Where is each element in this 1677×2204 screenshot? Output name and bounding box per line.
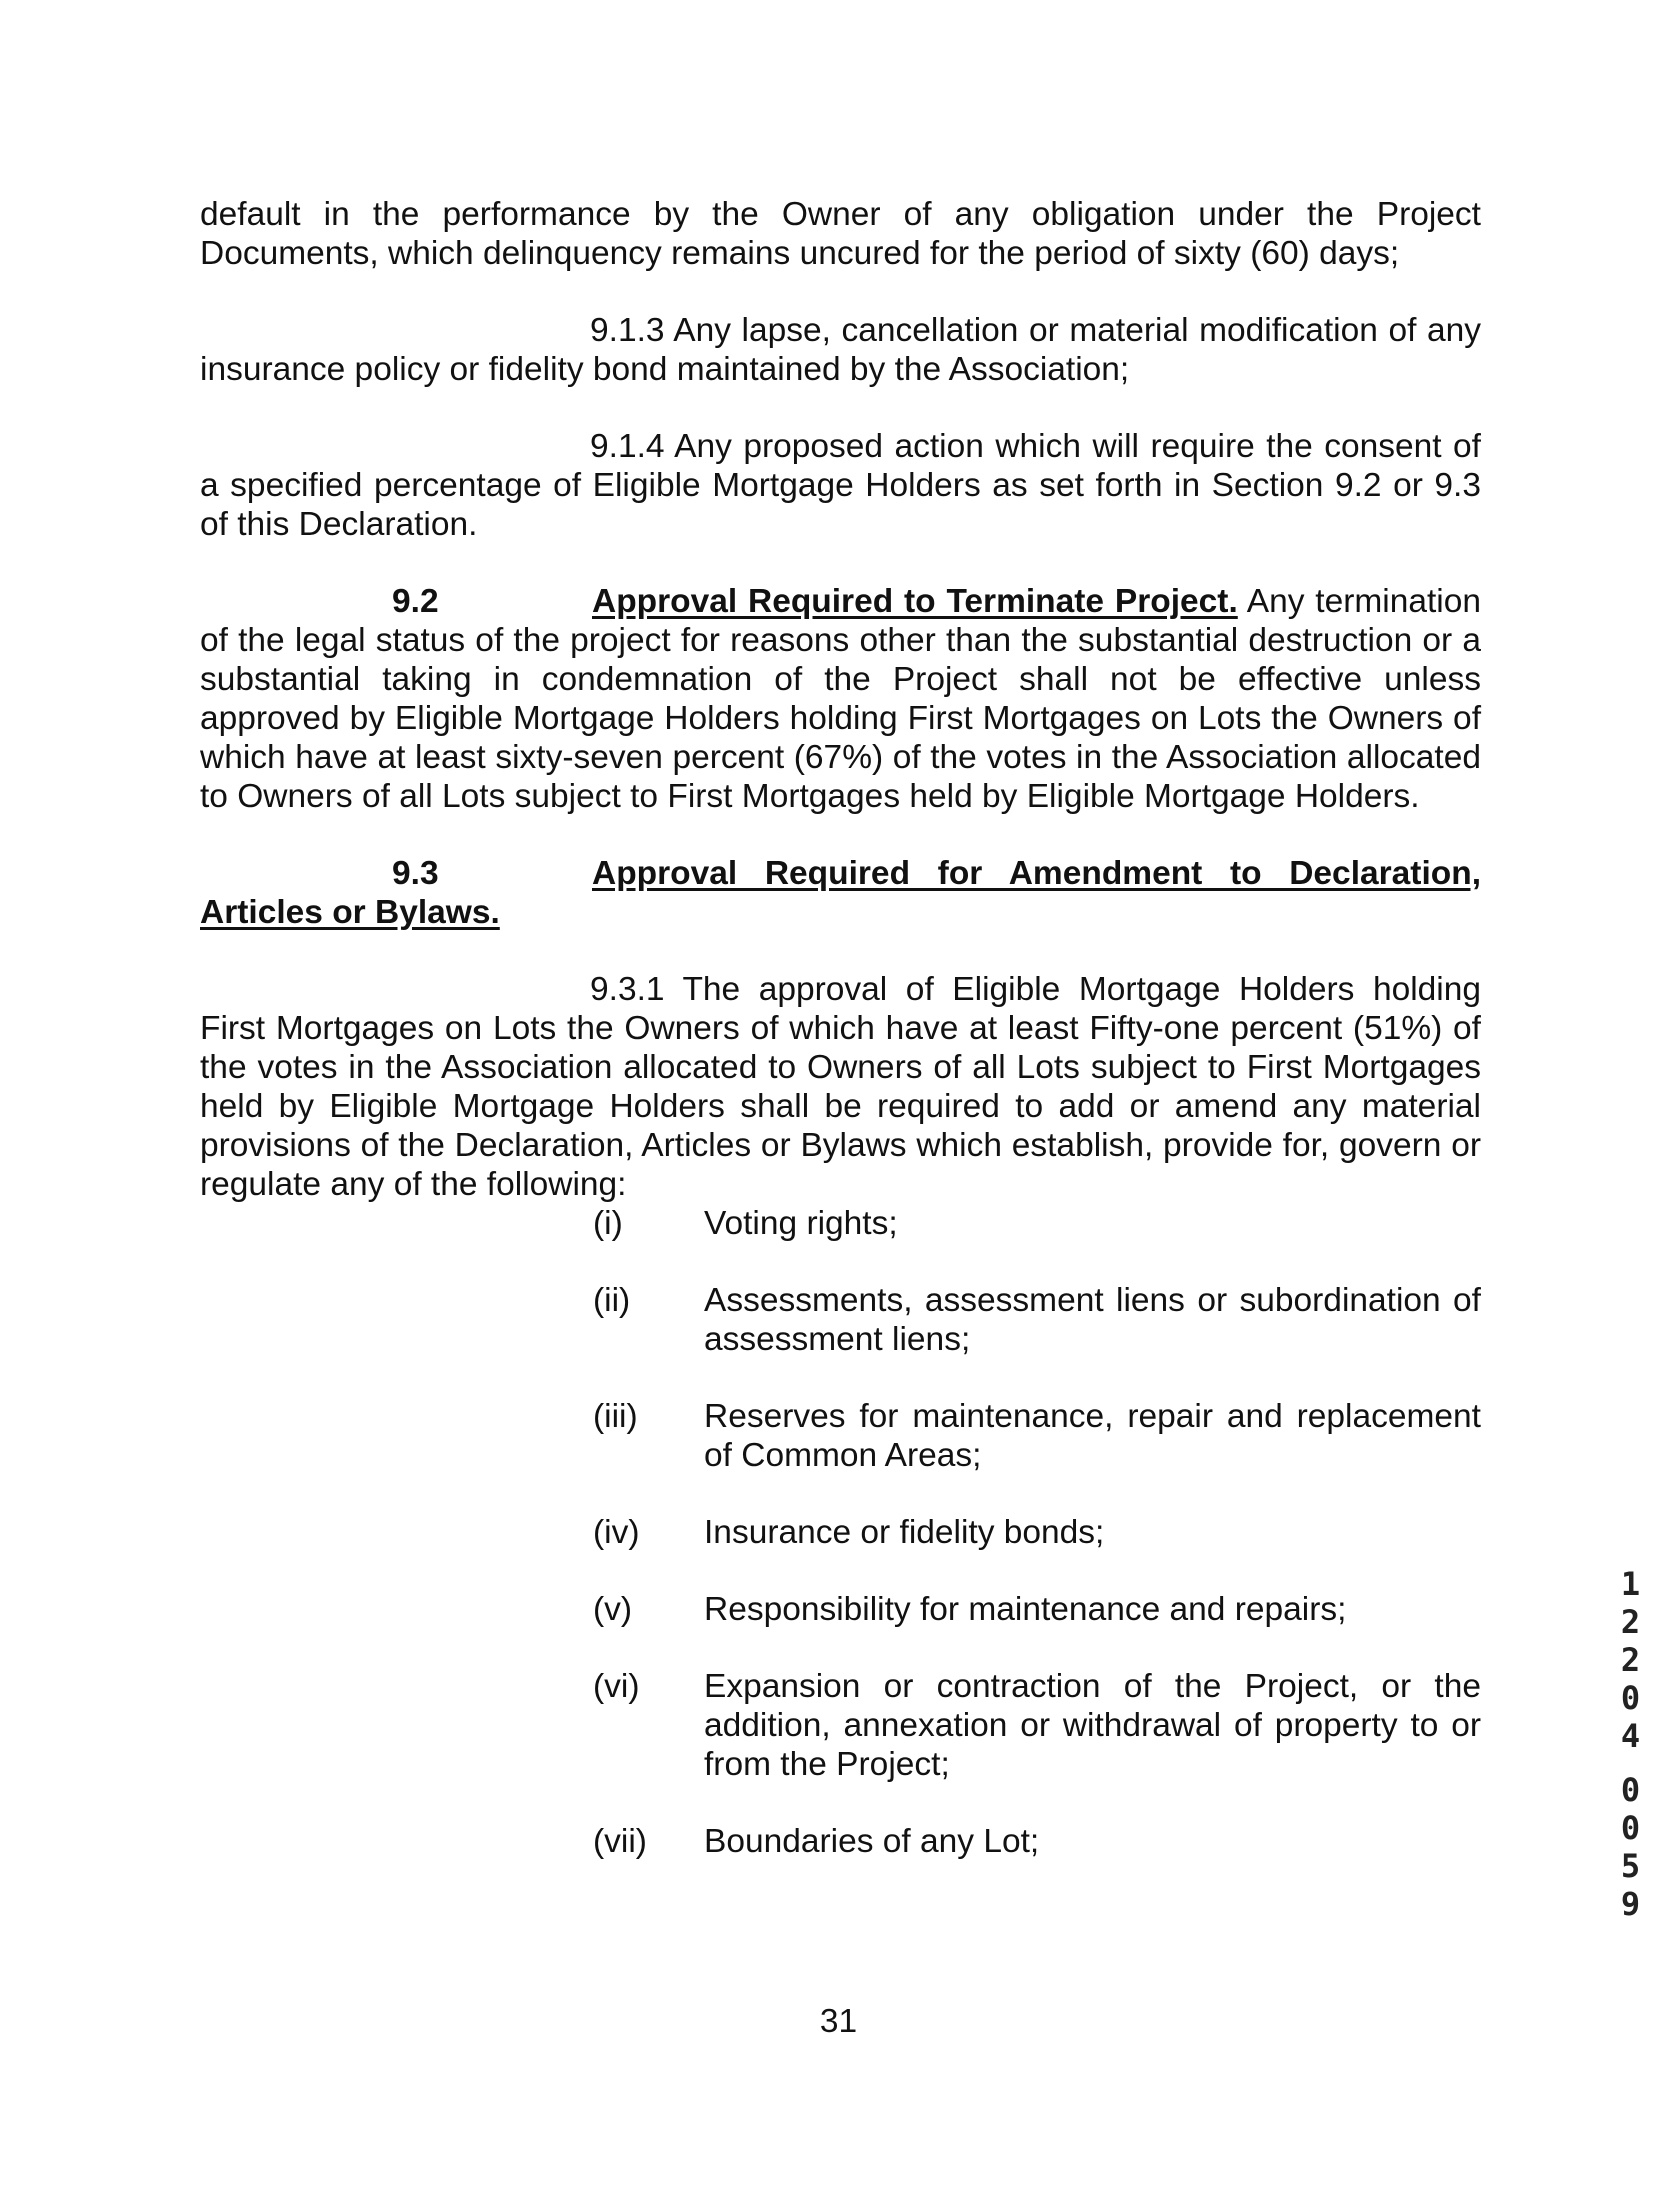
list-item-text: Reserves for maintenance, repair and replacement of Common Areas; bbox=[704, 1398, 1481, 1474]
list-item-text: Insurance or fidelity bonds; bbox=[704, 1514, 1105, 1551]
document-stamp bbox=[1610, 1565, 1650, 1923]
list-item-numeral: (vii) bbox=[593, 1823, 647, 1860]
list-item-numeral: (ii) bbox=[593, 1282, 631, 1319]
section-9-3-number: 9.3 bbox=[392, 855, 439, 892]
list-item-text: Responsibility for maintenance and repairs; bbox=[704, 1591, 1347, 1628]
list-item bbox=[593, 1204, 1481, 1243]
list-item bbox=[593, 1590, 1481, 1629]
amendment-items-list bbox=[593, 1204, 1481, 1861]
paragraph-9-1-4: 9.1.4 Any proposed action which will require the consent of a specified percentage of Eligible Mortgage Holders as set forth in Section 9.2 or 9.3 of this Declaration. bbox=[200, 428, 1481, 543]
list-item bbox=[593, 1513, 1481, 1552]
list-item bbox=[593, 1667, 1481, 1784]
paragraph-9-1-3: 9.1.3 Any lapse, cancellation or material modification of any insurance policy or fidelity bond maintained by the Association; bbox=[200, 312, 1481, 388]
section-9-2 bbox=[200, 582, 1481, 816]
document-page bbox=[200, 195, 1481, 1899]
list-item bbox=[593, 1822, 1481, 1861]
paragraph-9-3-1: 9.3.1 The approval of Eligible Mortgage Holders holding First Mortgages on Lots the Owners of which have at least Fifty-one percent (51%) of the votes in the Association allocated to Owners of all Lots subject to First Mortgages held by Eligible Mortgage Holders shall be required to add or amend any material provisions of the Declaration, Articles or Bylaws which establish, provide for, govern or regulate any of the following: bbox=[200, 971, 1481, 1203]
stamp-line-2: 0059 bbox=[1611, 1771, 1650, 1923]
section-9-2-body: Any termination of the legal status of the project for reasons other than the substantial destruction or a substantial taking in condemnation of the Project shall not be effective unless approved by Eligible Mortgage Holders holding First Mortgages on Lots the Owners of which have at least sixty-seven percent (67%) of the votes in the Association allocated to Owners of all Lots subject to First Mortgages held by Eligible Mortgage Holders. bbox=[200, 583, 1481, 815]
section-9-2-number: 9.2 bbox=[392, 583, 439, 620]
section-9-3-heading bbox=[200, 854, 1481, 932]
section-9-3-title-line1: Approval Required for Amendment to Declaration, bbox=[592, 855, 1481, 892]
list-item-text: Assessments, assessment liens or subordination of assessment liens; bbox=[704, 1282, 1481, 1358]
list-item-text: Expansion or contraction of the Project, or the addition, annexation or withdrawal of property to or from the Project; bbox=[704, 1668, 1481, 1783]
list-item bbox=[593, 1397, 1481, 1475]
list-item bbox=[593, 1281, 1481, 1359]
list-item-numeral: (v) bbox=[593, 1591, 633, 1628]
list-item-numeral: (i) bbox=[593, 1205, 623, 1242]
page-number: 31 bbox=[819, 2003, 858, 2040]
section-9-3-title-line2: Articles or Bylaws. bbox=[200, 894, 500, 931]
list-item-numeral: (iii) bbox=[593, 1398, 638, 1435]
section-9-2-title: Approval Required to Terminate Project. bbox=[592, 583, 1238, 620]
stamp-line-1: 12204 bbox=[1611, 1565, 1650, 1755]
list-item-text: Boundaries of any Lot; bbox=[704, 1823, 1040, 1860]
list-item-text: Voting rights; bbox=[704, 1205, 898, 1242]
paragraph-default-clause: default in the performance by the Owner of any obligation under the Project Documents, which delinquency remains uncured for the period of sixty (60) days; bbox=[200, 196, 1481, 272]
list-item-numeral: (vi) bbox=[593, 1668, 640, 1705]
list-item-numeral: (iv) bbox=[593, 1514, 640, 1551]
